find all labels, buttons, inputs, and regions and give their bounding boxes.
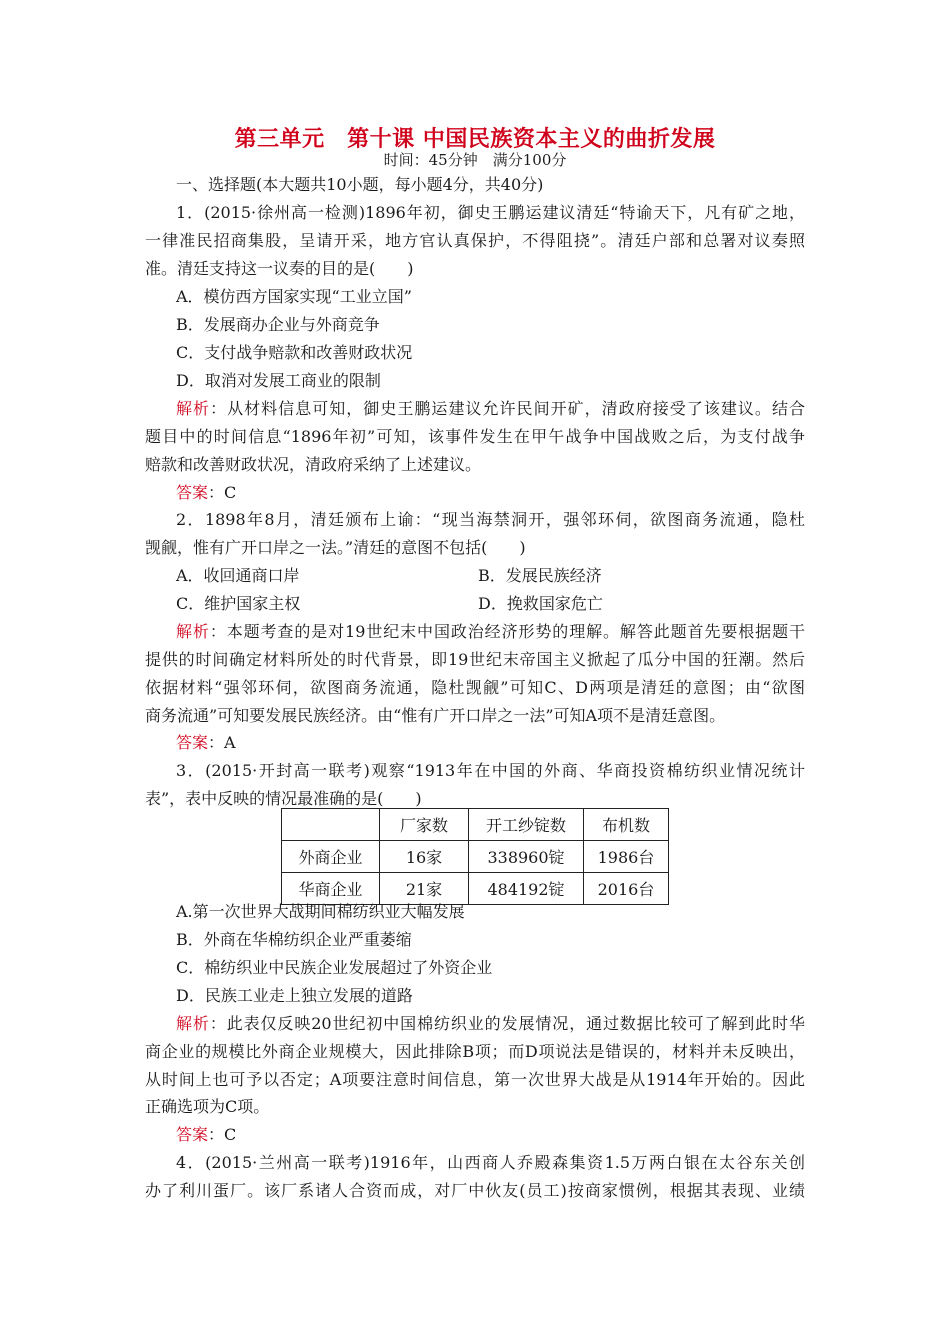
- q3-analysis-line-4: 正确选项为C项。: [145, 1097, 270, 1116]
- q3-stem-line-1: 3．(2015·开封高一联考)观察“1913年在中国的外商、华商投资棉纺织业情况统计: [176, 761, 805, 780]
- q2-analysis-line-3: 依据材料“强邻环伺，欲图商务流通，隐杜觊觎”可知C、D两项是清廷的意图；由“欲图: [145, 678, 805, 697]
- q4-stem-line-2: 办了利川蛋厂。该厂系诸人合资而成，对厂中伙友(员工)按商家惯例，根据其表现、业绩: [145, 1181, 805, 1200]
- q2-option-d: D．挽救国家危亡: [478, 594, 603, 613]
- q1-stem-line-1: 1．(2015·徐州高一检测)1896年初，御史王鹏运建议清廷“特谕天下，凡有矿之地，: [176, 203, 805, 222]
- table-header-cell: 开工纱锭数: [469, 809, 584, 841]
- q2-analysis-line-2: 提供的时间确定材料所处的时代背景，即19世纪末帝国主义掀起了瓜分中国的狂潮。然后: [145, 650, 805, 669]
- table-cell: 1986台: [584, 841, 669, 873]
- q3-option-b: B．外商在华棉纺织企业严重萎缩: [176, 930, 412, 949]
- q1-option-b: B．发展商办企业与外商竞争: [176, 315, 380, 334]
- table-header-cell: 布机数: [584, 809, 669, 841]
- section-heading: 一、选择题(本大题共10小题，每小题4分，共40分): [176, 175, 544, 194]
- q4-stem-line-1: 4．(2015·兰州高一联考)1916年，山西商人乔殿森集资1.5万两白银在太谷东关创: [176, 1153, 805, 1172]
- q1-option-c: C．支付战争赔款和改善财政状况: [176, 343, 413, 362]
- q2-analysis-line-4: 商务流通”可知要发展民族经济。由“惟有广开口岸之一法”可知A项不是清廷意图。: [145, 706, 726, 725]
- q3-analysis-text-1: ：此表仅反映20世纪初中国棉纺织业的发展情况，通过数据比较可了解到此时华: [209, 1014, 805, 1033]
- q3-analysis-line-1: [176, 1014, 805, 1034]
- q2-analysis-line-1: [176, 622, 805, 642]
- q3-analysis-line-3: 从时间上也可予以否定；A项要注意时间信息，第一次世界大战是从1914年开始的。因此: [145, 1070, 805, 1089]
- q1-option-d: D．取消对发展工商业的限制: [176, 371, 381, 390]
- q3-answer-value: ：C: [208, 1125, 237, 1144]
- q3-option-a: A.第一次世界大战期间棉纺织业大幅发展: [176, 902, 465, 921]
- table-cell: 16家: [380, 841, 469, 873]
- q3-option-d: D．民族工业走上独立发展的道路: [176, 986, 413, 1005]
- q1-option-a: A．模仿西方国家实现“工业立国”: [176, 287, 412, 306]
- q1-analysis-line-3: 赔款和改善财政状况，清政府采纳了上述建议。: [145, 455, 482, 474]
- q3-analysis-label: 解析: [176, 1014, 210, 1033]
- table-cell: 外商企业: [282, 841, 380, 873]
- q2-stem-line-2: 觊觎，惟有广开口岸之一法。”清廷的意图不包括( ): [145, 538, 526, 557]
- q2-answer-label: 答案: [176, 733, 209, 752]
- table-cell: 21家: [380, 873, 469, 905]
- q1-answer: [176, 483, 836, 503]
- table-cell: 338960锭: [469, 841, 584, 873]
- q1-answer-label: 答案: [176, 483, 209, 502]
- q3-option-c: C．棉纺织业中民族企业发展超过了外资企业: [176, 958, 493, 977]
- table-header-cell: [282, 809, 380, 841]
- q3-analysis-line-2: 商企业的规模比外商企业规模大，因此排除B项；而D项说法是错误的，材料并未反映出，: [145, 1042, 805, 1061]
- page-title: 第三单元 第十课 中国民族资本主义的曲折发展: [234, 127, 716, 152]
- table-cell: 2016台: [584, 873, 669, 905]
- table-header-cell: 厂家数: [380, 809, 469, 841]
- q1-stem-line-3: 准。清廷支持这一议奏的目的是( ): [145, 259, 414, 278]
- q1-analysis-text-1: ：从材料信息可知，御史王鹏运建议允许民间开矿，清政府接受了该建议。结合: [210, 399, 805, 418]
- q2-analysis-text-1: ：本题考查的是对19世纪末中国政治经济形势的理解。解答此题首先要根据题干: [209, 622, 805, 641]
- q2-option-c: C．维护国家主权: [176, 594, 301, 613]
- q2-answer: [176, 733, 836, 753]
- q2-option-b: B．发展民族经济: [478, 566, 602, 585]
- q1-stem-line-2: 一律准民招商集股，呈请开采，地方官认真保护，不得阻挠”。清廷户部和总署对议奏照: [145, 231, 805, 250]
- q1-analysis-line-2: 题目中的时间信息“1896年初”可知，该事件发生在甲午战争中国战败之后，为支付战争: [145, 427, 805, 446]
- table-row: [282, 873, 669, 905]
- table-header-row: [282, 809, 669, 841]
- q3-answer-label: 答案: [176, 1125, 209, 1144]
- page-subtitle: 时间：45分钟 满分100分: [383, 151, 567, 169]
- q3-answer: [176, 1125, 836, 1145]
- q2-stem-line-1: 2．1898年8月，清廷颁布上谕：“现当海禁洞开，强邻环伺，欲图商务流通，隐杜: [176, 510, 805, 529]
- table-cell: 华商企业: [282, 873, 380, 905]
- q1-analysis-label: 解析: [176, 399, 211, 418]
- q3-stem-line-2: 表”，表中反映的情况最准确的是( ): [145, 789, 422, 808]
- q1-analysis-line-1: [176, 399, 805, 419]
- q1-answer-value: ：C: [208, 483, 237, 502]
- table-cell: 484192锭: [469, 873, 584, 905]
- q2-option-a: A．收回通商口岸: [176, 566, 300, 585]
- stats-table: [281, 808, 669, 905]
- q2-analysis-label: 解析: [176, 622, 210, 641]
- table-row: [282, 841, 669, 873]
- q2-answer-value: ：A: [208, 733, 236, 752]
